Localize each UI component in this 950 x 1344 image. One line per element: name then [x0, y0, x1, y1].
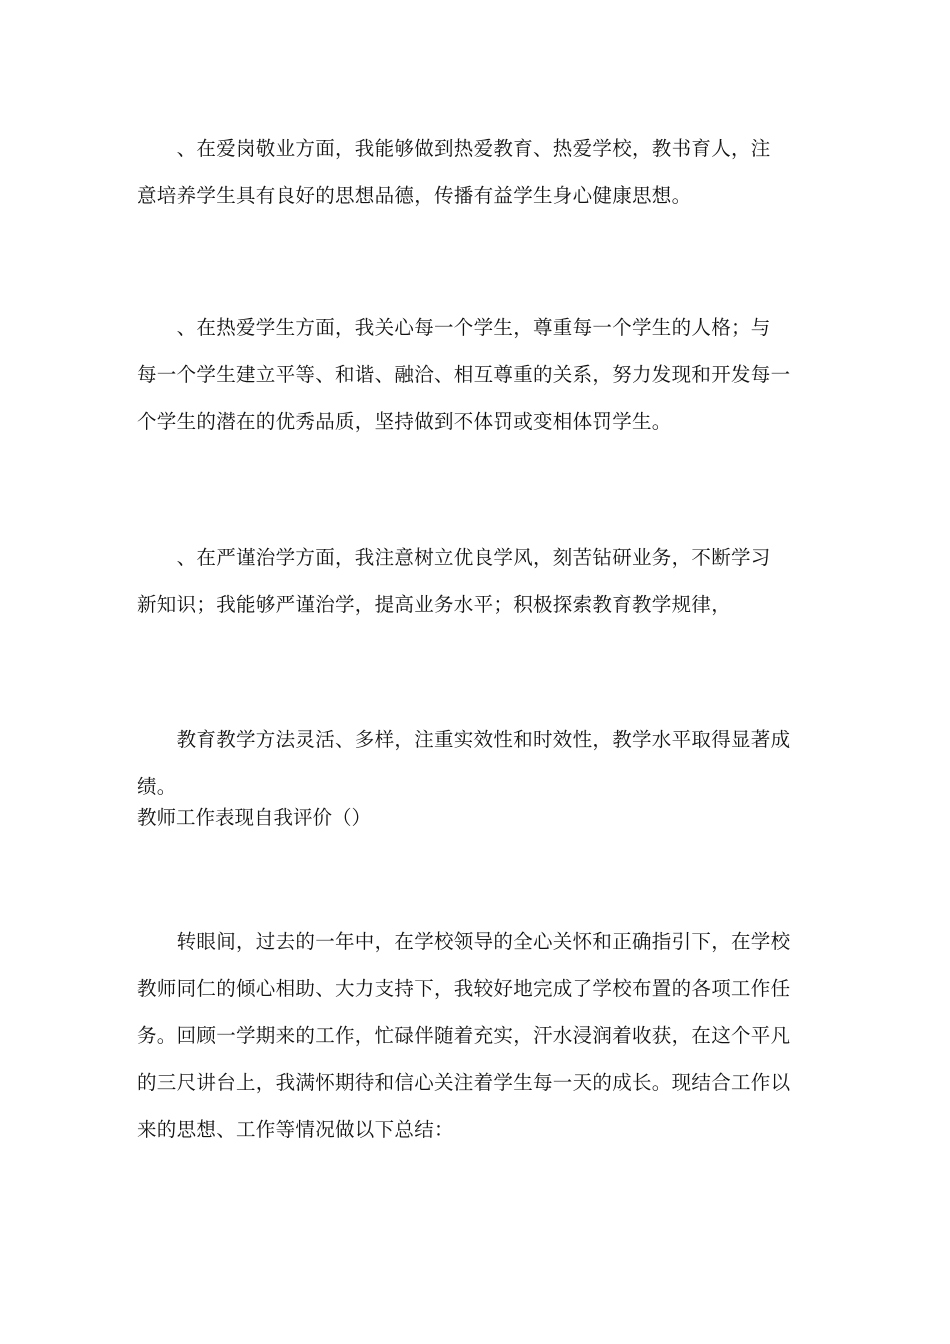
- paragraph-line: 转眼间，过去的一年中，在学校领导的全心关怀和正确指引下，在学校: [137, 930, 791, 953]
- paragraph-line: 新知识；我能够严谨治学，提高业务水平；积极探索教育教学规律，: [137, 593, 732, 616]
- paragraph-line: 意培养学生具有良好的思想品德，传播有益学生身心健康思想。: [137, 184, 692, 207]
- paragraph-line: 、在爱岗敬业方面，我能够做到热爱教育、热爱学校，教书育人，注: [137, 137, 771, 160]
- paragraph-line: 务。回顾一学期来的工作，忙碌伴随着充实，汗水浸润着收获，在这个平凡: [137, 1024, 791, 1047]
- paragraph-line: 每一个学生建立平等、和谐、融洽、相互尊重的关系，努力发现和开发每一: [137, 363, 791, 386]
- paragraph-teaching-methods: [137, 716, 817, 810]
- paragraph-line: 、在热爱学生方面，我关心每一个学生，尊重每一个学生的人格；与: [137, 316, 771, 339]
- paragraph-line: 绩。: [137, 775, 177, 798]
- paragraph-rigorous-scholarship: [137, 534, 817, 628]
- paragraph-dedication: [137, 125, 817, 219]
- paragraph-caring-students: [137, 304, 817, 445]
- paragraph-line: 个学生的潜在的优秀品质，坚持做到不体罚或变相体罚学生。: [137, 410, 672, 433]
- paragraph-line: 的三尺讲台上，我满怀期待和信心关注着学生每一天的成长。现结合工作以: [137, 1071, 791, 1094]
- paragraph-line: 来的思想、工作等情况做以下总结：: [137, 1118, 454, 1141]
- paragraph-line: 教育教学方法灵活、多样，注重实效性和时效性，教学水平取得显著成: [137, 728, 791, 751]
- paragraph-line: 教师同仁的倾心相助、大力支持下，我较好地完成了学校布置的各项工作任: [137, 977, 791, 1000]
- paragraph-summary: [137, 918, 817, 1153]
- paragraph-line: 、在严谨治学方面，我注意树立优良学风，刻苦钻研业务，不断学习: [137, 546, 771, 569]
- section-title: 教师工作表现自我评价（）: [137, 806, 372, 829]
